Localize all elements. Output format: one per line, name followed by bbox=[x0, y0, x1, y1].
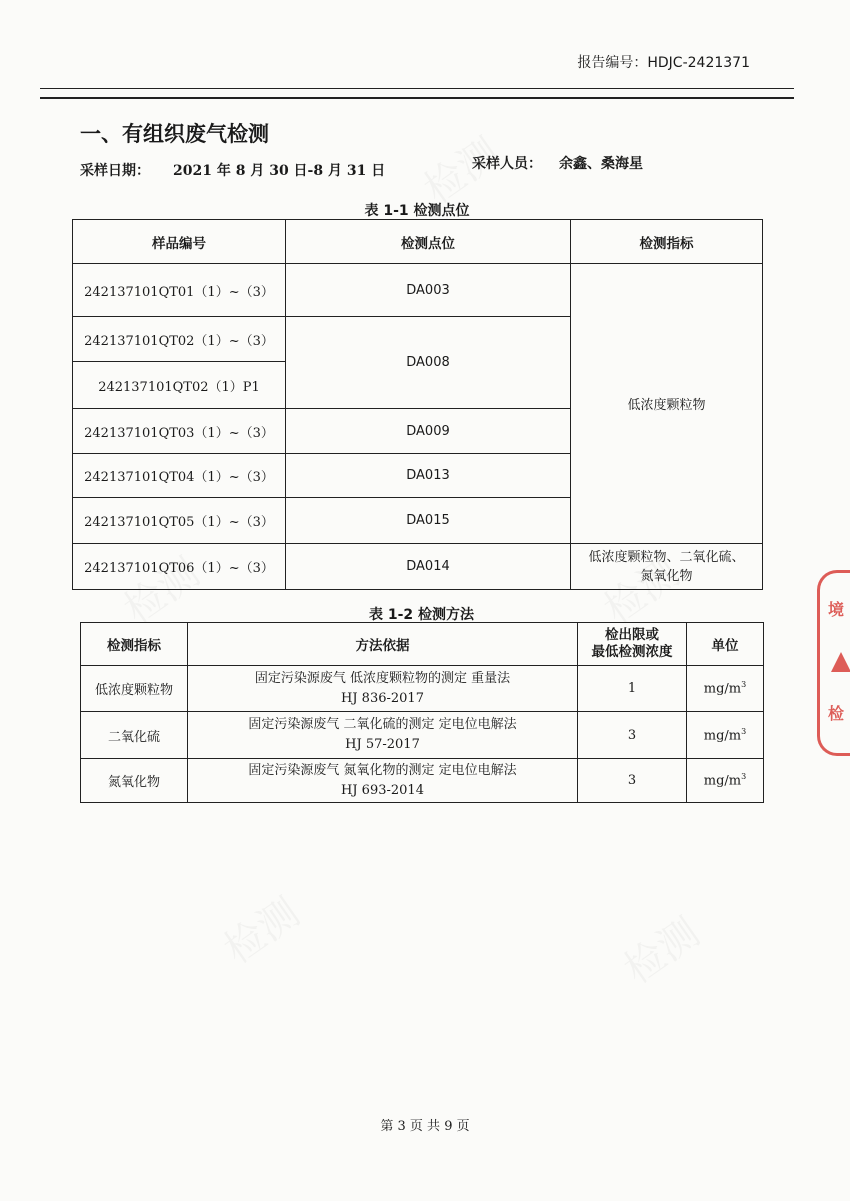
sample-no-cell: 242137101QT03（1）~（3） bbox=[73, 409, 286, 454]
stamp-char: 检 bbox=[828, 704, 845, 723]
indicator-cell: 低浓度颗粒物 bbox=[571, 264, 763, 544]
unit-base: mg/m bbox=[703, 681, 742, 697]
limit-header-line: 最低检测浓度 bbox=[591, 644, 673, 660]
limit-cell: 1 bbox=[578, 666, 687, 712]
unit-sup: 3 bbox=[741, 772, 747, 782]
method-name: 固定污染源废气 氮氧化物的测定 定电位电解法 bbox=[248, 762, 517, 778]
indicator-cell: 氮氧化物 bbox=[81, 759, 188, 803]
col-header-indicator: 检测指标 bbox=[81, 623, 188, 666]
limit-cell: 3 bbox=[578, 759, 687, 803]
unit-sup: 3 bbox=[741, 680, 747, 690]
col-header-limit bbox=[578, 623, 687, 666]
unit-cell bbox=[687, 666, 764, 712]
sample-no-cell: 242137101QT01（1）~（3） bbox=[73, 264, 286, 317]
sampling-staff-value: 余鑫、桑海星 bbox=[559, 156, 643, 172]
indicator-line: 低浓度颗粒物、二氧化硫、 bbox=[588, 549, 745, 565]
col-header-unit: 单位 bbox=[687, 623, 764, 666]
sample-no-cell: 242137101QT02（1）P1 bbox=[73, 362, 286, 409]
limit-header-line: 检出限或 bbox=[605, 627, 659, 643]
table2-caption: 表 1-2 检测方法 bbox=[368, 607, 475, 623]
table-row bbox=[73, 544, 763, 590]
point-cell: DA015 bbox=[286, 498, 571, 544]
detection-points-table bbox=[72, 219, 763, 590]
unit-cell bbox=[687, 712, 764, 759]
table1-caption: 表 1-1 检测点位 bbox=[364, 203, 470, 219]
sample-no-cell: 242137101QT04（1）~（3） bbox=[73, 454, 286, 498]
table-header-row bbox=[73, 220, 763, 264]
sample-no-cell: 242137101QT05（1）~（3） bbox=[73, 498, 286, 544]
method-standard: HJ 836-2017 bbox=[341, 690, 424, 706]
point-cell: DA014 bbox=[286, 544, 571, 590]
official-stamp bbox=[817, 570, 850, 756]
method-name: 固定污染源废气 低浓度颗粒物的测定 重量法 bbox=[254, 670, 511, 686]
col-header-method: 方法依据 bbox=[188, 623, 578, 666]
sample-no-cell: 242137101QT02（1）~（3） bbox=[73, 317, 286, 362]
unit-sup: 3 bbox=[741, 726, 747, 736]
sampling-staff-label: 采样人员： bbox=[472, 156, 542, 172]
method-name: 固定污染源废气 二氧化硫的测定 定电位电解法 bbox=[248, 717, 517, 732]
table-header-row bbox=[81, 623, 764, 666]
point-cell: DA013 bbox=[286, 454, 571, 498]
unit-cell bbox=[687, 759, 764, 803]
indicator-line: 氮氧化物 bbox=[640, 568, 693, 584]
watermark bbox=[611, 902, 709, 995]
point-cell: DA009 bbox=[286, 409, 571, 454]
indicator-cell bbox=[571, 544, 763, 590]
table-row bbox=[81, 712, 764, 759]
method-cell bbox=[188, 666, 578, 712]
stamp-char: 境 bbox=[828, 600, 845, 619]
table-row bbox=[81, 666, 764, 712]
sampling-date-label: 采样日期： bbox=[80, 163, 150, 179]
page-number: 第 3 页 共 9 页 bbox=[380, 1119, 470, 1134]
method-standard: HJ 693-2014 bbox=[341, 782, 424, 798]
limit-cell: 3 bbox=[578, 712, 687, 759]
table2-caption-wrap bbox=[80, 604, 763, 624]
unit-base: mg/m bbox=[703, 773, 742, 789]
method-cell bbox=[188, 712, 578, 759]
report-number: 报告编号：HDJC-2421371 bbox=[577, 55, 750, 71]
header-rule bbox=[40, 88, 794, 89]
table-row bbox=[81, 759, 764, 803]
section-title: 一、有组织废气检测 bbox=[80, 122, 269, 146]
col-header-point: 检测点位 bbox=[286, 220, 571, 264]
stamp-star-icon bbox=[830, 651, 850, 673]
indicator-cell: 二氧化硫 bbox=[81, 712, 188, 759]
col-header-sample-no: 样品编号 bbox=[73, 220, 286, 264]
table-row bbox=[73, 264, 763, 317]
detection-methods-table bbox=[80, 622, 764, 803]
unit-base: mg/m bbox=[703, 728, 742, 744]
sampling-date-value: 2021 年 8 月 30 日-8 月 31 日 bbox=[173, 163, 386, 179]
header-rule bbox=[40, 97, 794, 99]
table1-caption-wrap bbox=[72, 200, 762, 220]
col-header-indicator: 检测指标 bbox=[571, 220, 763, 264]
watermark bbox=[211, 882, 309, 975]
indicator-cell: 低浓度颗粒物 bbox=[81, 666, 188, 712]
sample-no-cell: 242137101QT06（1）~（3） bbox=[73, 544, 286, 590]
method-cell bbox=[188, 759, 578, 803]
point-cell: DA008 bbox=[286, 317, 571, 409]
point-cell: DA003 bbox=[286, 264, 571, 317]
method-standard: HJ 57-2017 bbox=[345, 737, 420, 752]
